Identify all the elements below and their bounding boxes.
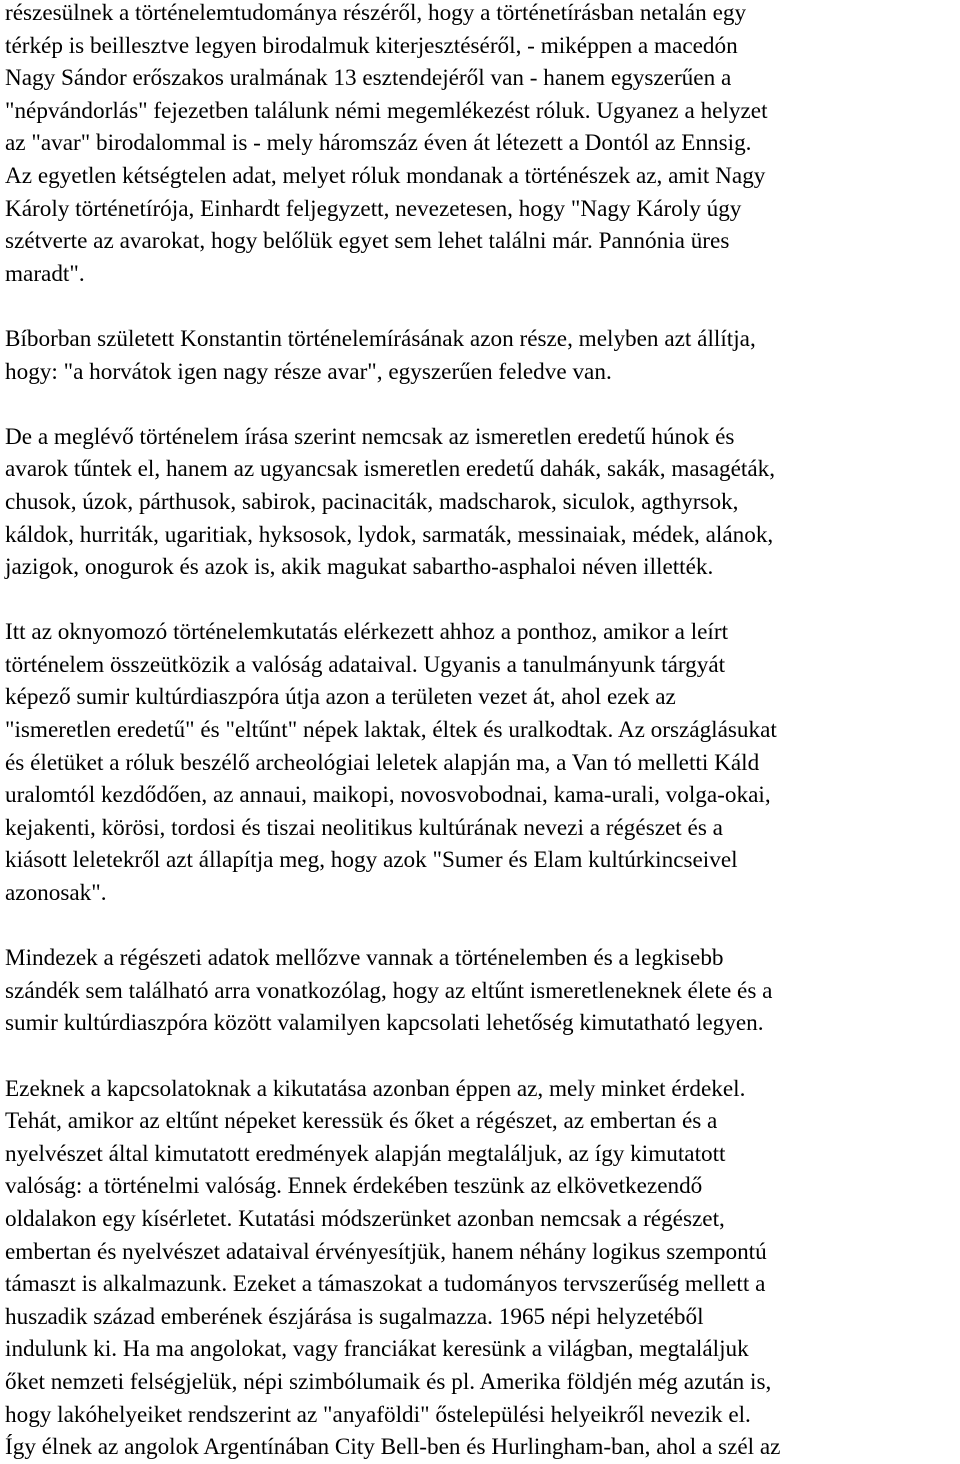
text-line: Tehát, amikor az eltűnt népeket keressük és őket a régészet, az embertan és a xyxy=(5,1108,718,1135)
text-line: képező sumir kultúrdiaszpóra útja azon a területen vezet át, ahol ezek az xyxy=(5,684,676,711)
text-line: Károly történetírója, Einhardt feljegyzett, nevezetesen, hogy "Nagy Károly úgy xyxy=(5,195,742,222)
text-line: sumir kultúrdiaszpóra között valamilyen kapcsolati lehetőség kimutatható legyen. xyxy=(5,1010,764,1037)
paragraph-1 xyxy=(5,0,957,290)
text-line: "ismeretlen eredetű" és "eltűnt" népek laktak, éltek és uralkodtak. Az országlásukat xyxy=(5,717,777,744)
text-line: Bíborban született Konstantin történelemírásának azon része, melyben azt állítja, xyxy=(5,325,756,352)
text-line: hogy lakóhelyeiket rendszerint az "anyaföldi" őstelepülési helyeikről nevezik el. xyxy=(5,1401,751,1428)
text-line: térkép is beillesztve legyen birodalmuk kiterjesztéséről, - miképpen a macedón xyxy=(5,32,738,59)
text-line: hogy: "a horvátok igen nagy része avar", egyszerűen feledve van. xyxy=(5,358,612,385)
text-line: "népvándorlás" fejezetben találunk némi megemlékezést róluk. Ugyanez a helyzet xyxy=(5,97,768,124)
text-line: jazigok, onogurok és azok is, akik magukat sabartho-asphaloi néven illették. xyxy=(5,554,714,581)
paragraph-3 xyxy=(5,421,957,584)
text-line: kejakenti, körösi, tordosi és tiszai neolitikus kultúrának nevezi a régészet és a xyxy=(5,814,723,841)
text-line: és életüket a róluk beszélő archeológiai leletek alapján ma, a Van tó melletti Káld xyxy=(5,749,760,776)
text-line: szétverte az avarokat, hogy belőlük egyet sem lehet találni már. Pannónia üres xyxy=(5,228,730,255)
text-line: részesülnek a történelemtudománya részéről, hogy a történetírásban netalán egy xyxy=(5,0,747,26)
text-line: Ezeknek a kapcsolatoknak a kikutatása azonban éppen az, mely minket érdekel. xyxy=(5,1075,746,1102)
text-line: Így élnek az angolok Argentínában City Bell-ben és Hurlingham-ban, ahol a szél az xyxy=(5,1434,781,1461)
text-line: Mindezek a régészeti adatok mellőzve vannak a történelemben és a legkisebb xyxy=(5,945,724,972)
text-line: chusok, úzok, párthusok, sabirok, pacinaciták, madscharok, siculok, agthyrsok, xyxy=(5,488,739,515)
text-line: kiásott leletekről azt állapítja meg, hogy azok "Sumer és Elam kultúrkincseivel xyxy=(5,847,738,874)
text-line: szándék sem található arra vonatkozólag, hogy az eltűnt ismeretleneknek élete és a xyxy=(5,977,773,1004)
document-page xyxy=(5,0,957,1464)
text-line: uralomtól kezdődően, az annaui, maikopi, novosvobodnai, kama-urali, volga-okai, xyxy=(5,782,771,809)
text-line: Az egyetlen kétségtelen adat, melyet róluk mondanak a történészek az, amit Nagy xyxy=(5,162,766,189)
paragraph-5 xyxy=(5,942,957,1040)
paragraph-6 xyxy=(5,1073,957,1464)
paragraph-2 xyxy=(5,323,957,388)
text-line: De a meglévő történelem írása szerint nemcsak az ismeretlen eredetű húnok és xyxy=(5,423,735,450)
text-line: őket nemzeti felségjelük, népi szimbólumaik és pl. Amerika földjén még azután is, xyxy=(5,1368,772,1395)
text-line: valóság: a történelmi valóság. Ennek érdekében teszünk az elkövetkezendő xyxy=(5,1173,703,1200)
text-line: maradt". xyxy=(5,260,85,287)
text-line: nyelvészet által kimutatott eredmények alapján megtaláljuk, az így kimutatott xyxy=(5,1140,726,1167)
paragraph-4 xyxy=(5,616,957,909)
text-line: támaszt is alkalmazunk. Ezeket a támaszokat a tudományos tervszerűség mellett a xyxy=(5,1271,766,1298)
text-line: oldalakon egy kísérletet. Kutatási módszerünket azonban nemcsak a régészet, xyxy=(5,1205,725,1232)
text-line: az "avar" birodalommal is - mely háromszáz éven át létezett a Dontól az Ennsig. xyxy=(5,130,752,157)
text-line: avarok tűntek el, hanem az ugyancsak ismeretlen eredetű dahák, sakák, masagéták, xyxy=(5,456,776,483)
text-line: huszadik század emberének észjárása is sugalmazza. 1965 népi helyzetéből xyxy=(5,1303,704,1330)
text-line: Itt az oknyomozó történelemkutatás elérkezett ahhoz a ponthoz, amikor a leírt xyxy=(5,619,729,646)
text-line: történelem összeütközik a valóság adataival. Ugyanis a tanulmányunk tárgyát xyxy=(5,651,726,678)
text-line: indulunk ki. Ha ma angolokat, vagy franciákat keresünk a világban, megtaláljuk xyxy=(5,1336,749,1363)
text-line: káldok, hurriták, ugaritiak, hyksosok, lydok, sarmaták, messinaiak, médek, alánok, xyxy=(5,521,774,548)
text-line: embertan és nyelvészet adataival érvényesítjük, hanem néhány logikus szempontú xyxy=(5,1238,767,1265)
text-line: Nagy Sándor erőszakos uralmának 13 esztendejéről van - hanem egyszerűen a xyxy=(5,65,732,92)
text-line: azonosak". xyxy=(5,880,107,907)
